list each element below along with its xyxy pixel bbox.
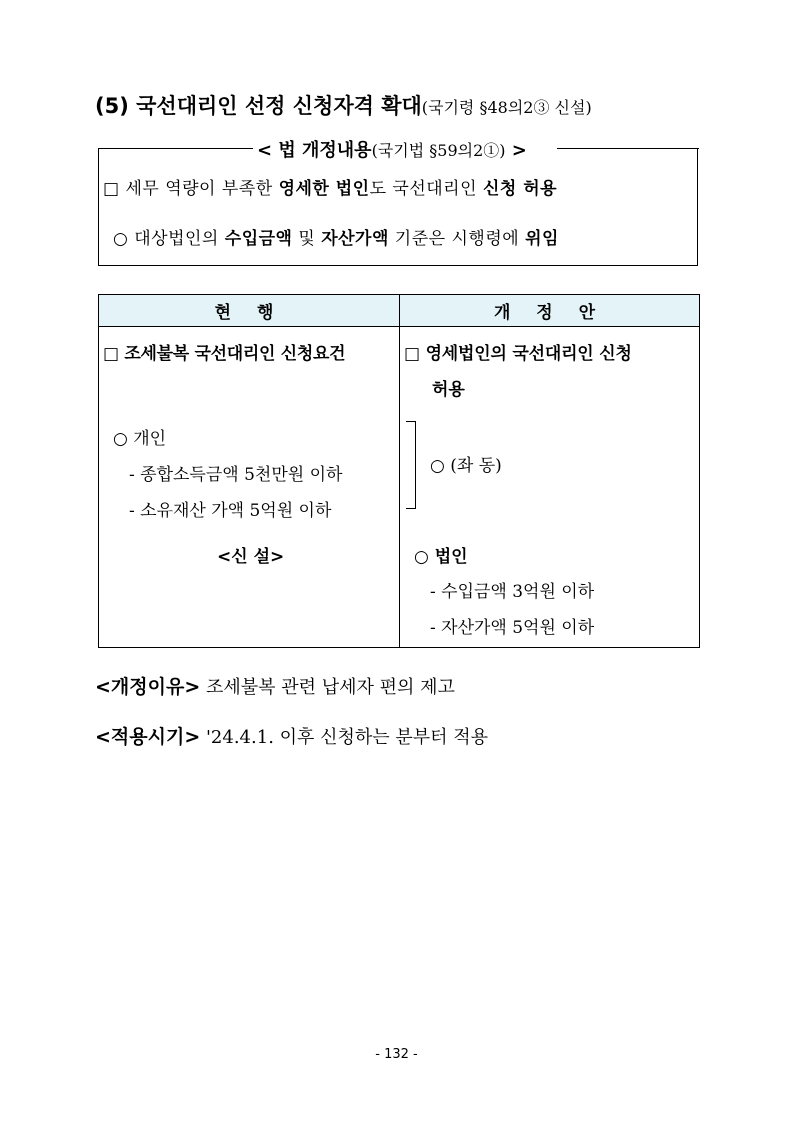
law-box-header-close: > — [505, 140, 527, 161]
reason-text: 조세불복 관련 납세자 편의 제고 — [200, 677, 455, 698]
law-box-header — [257, 136, 527, 162]
apply-label: <적용시기> — [95, 726, 201, 748]
line2-mid2: 기준은 시행령에 — [388, 229, 526, 249]
page-number: - 132 - — [375, 1047, 418, 1062]
new-provision-mark: <신 설> — [217, 547, 285, 567]
law-box-header-reference: (국기법 §59의2①) — [371, 141, 506, 160]
header-current: 현 행 — [99, 295, 400, 327]
revised-sub-assets: - 자산가액 5억원 이하 — [430, 618, 595, 638]
current-column-cell — [99, 327, 400, 648]
table-header-row — [99, 295, 700, 327]
current-sub-income: - 종합소득금액 5천만원 이하 — [129, 465, 343, 485]
comparison-table — [98, 294, 700, 648]
line1-bold-allow: 신청 허용 — [482, 179, 558, 199]
revised-heading-line2: 허용 — [432, 380, 465, 400]
box-top-border-right — [557, 148, 699, 149]
line2-bold-delegation: 위임 — [525, 229, 559, 249]
current-item-individual: ○ 개인 — [113, 429, 167, 449]
line2-prefix: ○ 대상법인의 — [113, 229, 225, 249]
application-date — [95, 722, 488, 749]
revised-heading-line1: □ 영세법인의 국선대리인 신청 — [404, 344, 632, 364]
revised-item-corporation: ○ 법인 — [414, 547, 468, 567]
law-box-line-1 — [103, 174, 557, 199]
line2-bold-assets: 자산가액 — [321, 229, 389, 249]
line1-mid: 도 국선대리인 — [369, 179, 483, 199]
law-box-line-2 — [113, 224, 559, 249]
header-revised: 개 정 안 — [400, 295, 700, 327]
section-title-text: (5) 국선대리인 선정 신청자격 확대 — [95, 94, 422, 118]
revised-sub-revenue: - 수입금액 3억원 이하 — [430, 582, 595, 602]
line2-mid1: 및 — [292, 229, 322, 249]
line2-bold-revenue: 수입금액 — [224, 229, 293, 249]
law-amendment-box — [98, 140, 698, 266]
amendment-reason — [95, 672, 455, 699]
box-top-border-left — [98, 148, 253, 149]
apply-text: '24.4.1. 이후 신청하는 분부터 적용 — [200, 727, 489, 748]
section-title — [95, 90, 592, 120]
table-body-row — [99, 327, 700, 648]
line1-prefix: □ 세무 역량이 부족한 — [103, 179, 279, 199]
law-box-header-title: < 법 개정내용 — [257, 140, 372, 161]
current-heading: □ 조세불복 국선대리인 신청요건 — [103, 344, 346, 364]
line1-bold-small-corp: 영세한 법인 — [278, 179, 370, 199]
bracket-connector — [406, 421, 416, 509]
reason-label: <개정이유> — [95, 676, 201, 698]
revised-column-cell — [400, 327, 700, 648]
revised-same-as-left: ○ (좌 동) — [430, 456, 502, 476]
current-sub-property: - 소유재산 가액 5억원 이하 — [129, 501, 332, 521]
section-title-reference: (국기령 §48의2③ 신설) — [421, 98, 592, 117]
